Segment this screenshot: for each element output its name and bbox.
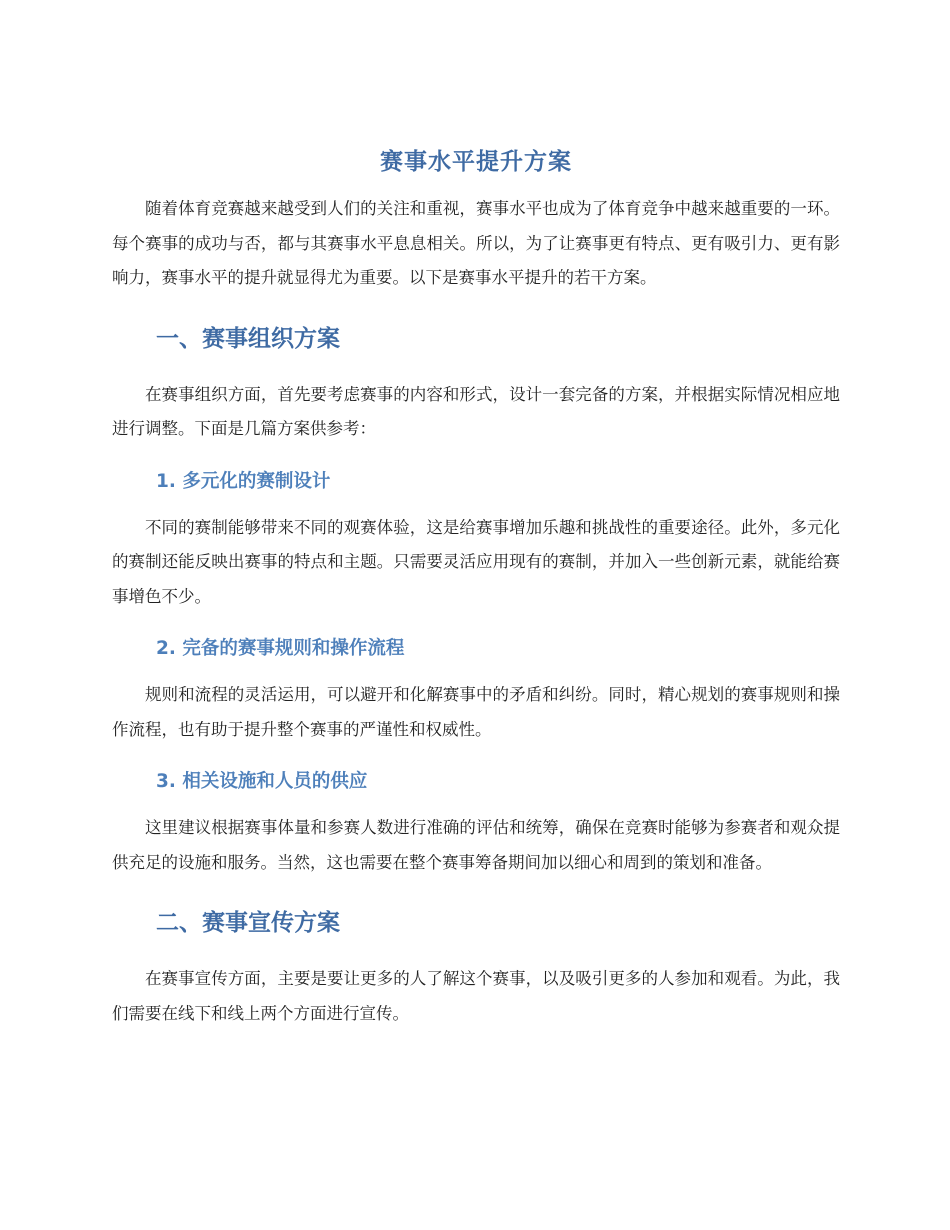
subsection-paragraph-rules: 规则和流程的灵活运用，可以避开和化解赛事中的矛盾和纠纷。同时，精心规划的赛事规则和操作流程，也有助于提升整个赛事的严谨性和权威性。 <box>112 685 840 739</box>
subsection-paragraph-format: 不同的赛制能够带来不同的观赛体验，这是给赛事增加乐趣和挑战性的重要途径。此外，多元化的赛制还能反映出赛事的特点和主题。只需要灵活应用现有的赛制，并加入一些创新元素，就能给赛事增色不少。 <box>112 517 840 606</box>
intro-paragraph: 随着体育竞赛越来越受到人们的关注和重视，赛事水平也成为了体育竞争中越来越重要的一环。每个赛事的成功与否，都与其赛事水平息息相关。所以，为了让赛事更有特点、更有吸引力、更有影响力，赛事水平的提升就显得尤为重要。以下是赛事水平提升的若干方案。 <box>112 199 840 287</box>
section-paragraph-promotion: 在赛事宣传方面，主要是要让更多的人了解这个赛事，以及吸引更多的人参加和观看。为此，我们需要在线下和线上两个方面进行宣传。 <box>112 969 840 1023</box>
section-paragraph-organization: 在赛事组织方面，首先要考虑赛事的内容和形式，设计一套完备的方案，并根据实际情况相应地进行调整。下面是几篇方案供参考： <box>112 384 840 438</box>
document-page <box>112 140 840 1031</box>
subsection-heading-format: 1. 多元化的赛制设计 <box>156 470 331 492</box>
document-title: 赛事水平提升方案 <box>380 149 572 175</box>
section-heading-promotion: 二、赛事宣传方案 <box>156 910 340 936</box>
subsection-paragraph-facilities: 这里建议根据赛事体量和参赛人数进行准确的评估和统筹，确保在竞赛时能够为参赛者和观众提供充足的设施和服务。当然，这也需要在整个赛事筹备期间加以细心和周到的策划和准备。 <box>112 818 840 872</box>
subsection-heading-facilities: 3. 相关设施和人员的供应 <box>156 771 368 792</box>
subsection-heading-rules: 2. 完备的赛事规则和操作流程 <box>156 638 405 659</box>
section-heading-organization: 一、赛事组织方案 <box>156 325 340 352</box>
